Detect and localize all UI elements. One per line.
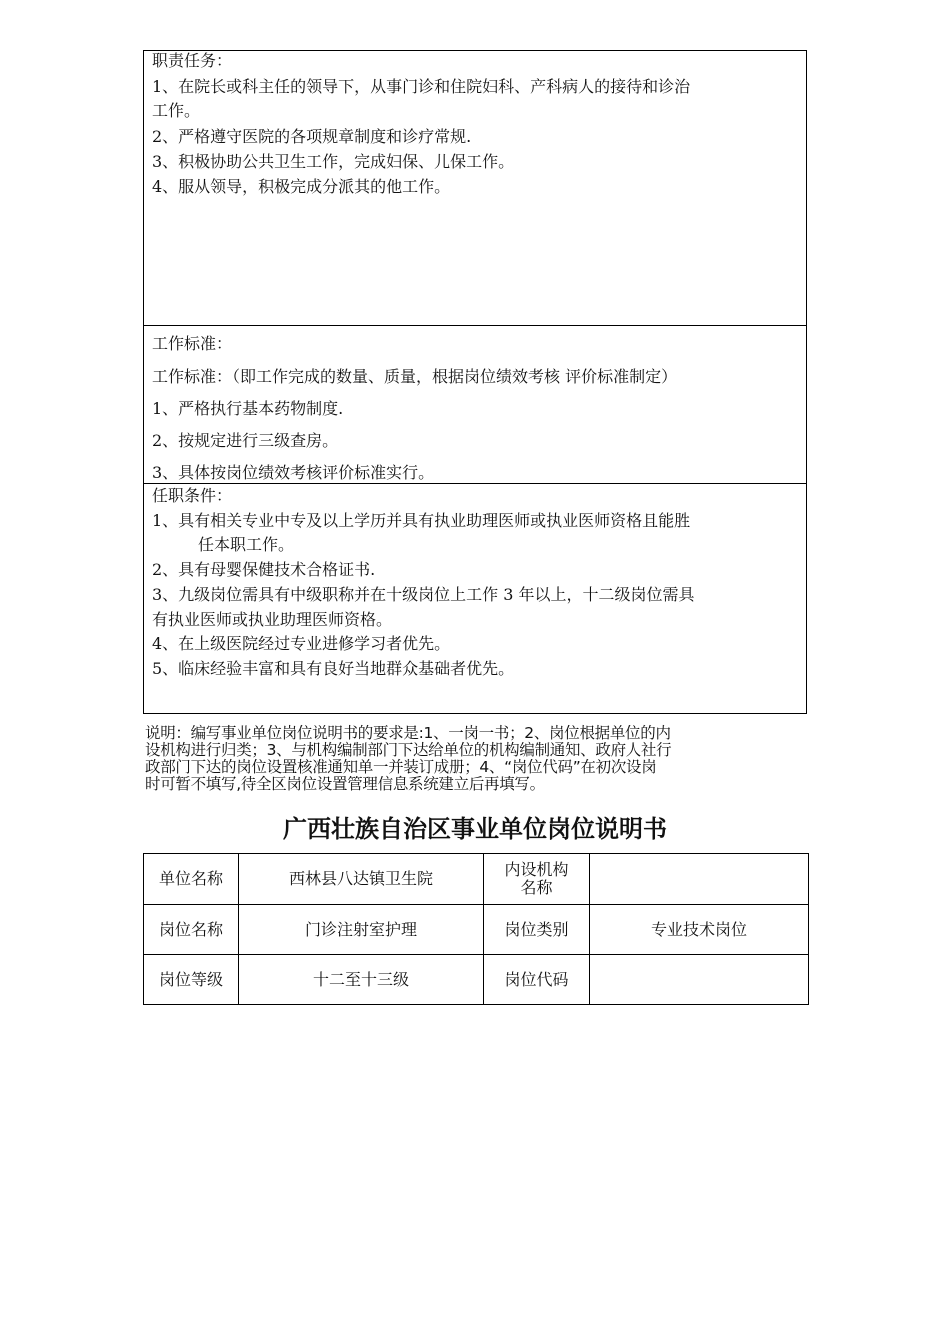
post-info-table	[143, 853, 809, 1005]
note-line-2: 设机构进行归类；3、与机构编制部门下达给单位的机构编制通知、政府人社行	[145, 741, 672, 759]
table-row	[144, 854, 809, 905]
internal-org-label-line-1: 内设机构	[504, 860, 569, 879]
qualifications-section	[143, 483, 807, 714]
standards-heading: 工作标准：	[152, 334, 233, 353]
qualification-item-5: 5、临床经验丰富和具有良好当地群众基础者优先。	[152, 659, 515, 678]
note-line-4: 时可暂不填写,待全区岗位设置管理信息系统建立后再填写。	[145, 775, 545, 793]
qualifications-heading: 任职条件：	[152, 486, 233, 505]
post-level-value: 十二至十三级	[239, 955, 484, 1005]
unit-name-label: 单位名称	[144, 854, 239, 905]
post-level-label: 岗位等级	[144, 955, 239, 1005]
internal-org-label	[484, 854, 590, 905]
responsibility-item-1-cont: 工作。	[152, 101, 201, 120]
qualification-item-1: 1、具有相关专业中专及以上学历并具有执业助理医师或执业医师资格且能胜	[152, 511, 691, 530]
qualification-item-3-cont: 有执业医师或执业助理医师资格。	[152, 610, 393, 629]
table-row	[144, 905, 809, 955]
qualification-item-2: 2、具有母婴保健技术合格证书.	[152, 560, 376, 579]
post-category-value: 专业技术岗位	[590, 905, 809, 955]
standards-subheading: 工作标准：（即工作完成的数量、质量，根据岗位绩效考核 评价标准制定）	[152, 367, 678, 386]
post-name-value: 门诊注射室护理	[239, 905, 484, 955]
table-row	[144, 955, 809, 1005]
responsibilities-section	[143, 50, 807, 325]
post-code-label: 岗位代码	[484, 955, 590, 1005]
responsibility-item-1: 1、在院长或科主任的领导下，从事门诊和住院妇科、产科病人的接待和诊治	[152, 77, 691, 96]
note-line-3: 政部门下达的岗位设置核准通知单一并装订成册；4、“岗位代码”在初次设岗	[145, 758, 657, 776]
internal-org-value	[590, 854, 809, 905]
responsibility-item-3: 3、积极协助公共卫生工作，完成妇保、儿保工作。	[152, 152, 515, 171]
standard-item-3: 3、具体按岗位绩效考核评价标准实行。	[152, 463, 435, 482]
note-line-1: 说明：编写事业单位岗位说明书的要求是:1、一岗一书；2、岗位根据单位的内	[145, 724, 671, 742]
standard-item-2: 2、按规定进行三级查房。	[152, 431, 339, 450]
responsibility-item-4: 4、服从领导，积极完成分派其的他工作。	[152, 177, 451, 196]
unit-name-value: 西林县八达镇卫生院	[239, 854, 484, 905]
responsibility-item-2: 2、严格遵守医院的各项规章制度和诊疗常规.	[152, 127, 472, 146]
qualification-item-3: 3、九级岗位需具有中级职称并在十级岗位上工作 3 年以上，十二级岗位需具	[152, 585, 695, 604]
post-name-label: 岗位名称	[144, 905, 239, 955]
qualification-item-4: 4、在上级医院经过专业进修学习者优先。	[152, 634, 451, 653]
post-code-value	[590, 955, 809, 1005]
document-title: 广西壮族自治区事业单位岗位说明书	[283, 815, 667, 843]
internal-org-label-line-2: 名称	[520, 878, 553, 897]
responsibilities-heading: 职责任务：	[152, 51, 233, 70]
standards-section	[143, 325, 807, 483]
post-category-label: 岗位类别	[484, 905, 590, 955]
standard-item-1: 1、严格执行基本药物制度.	[152, 399, 344, 418]
qualification-item-1-cont: 任本职工作。	[198, 535, 295, 554]
